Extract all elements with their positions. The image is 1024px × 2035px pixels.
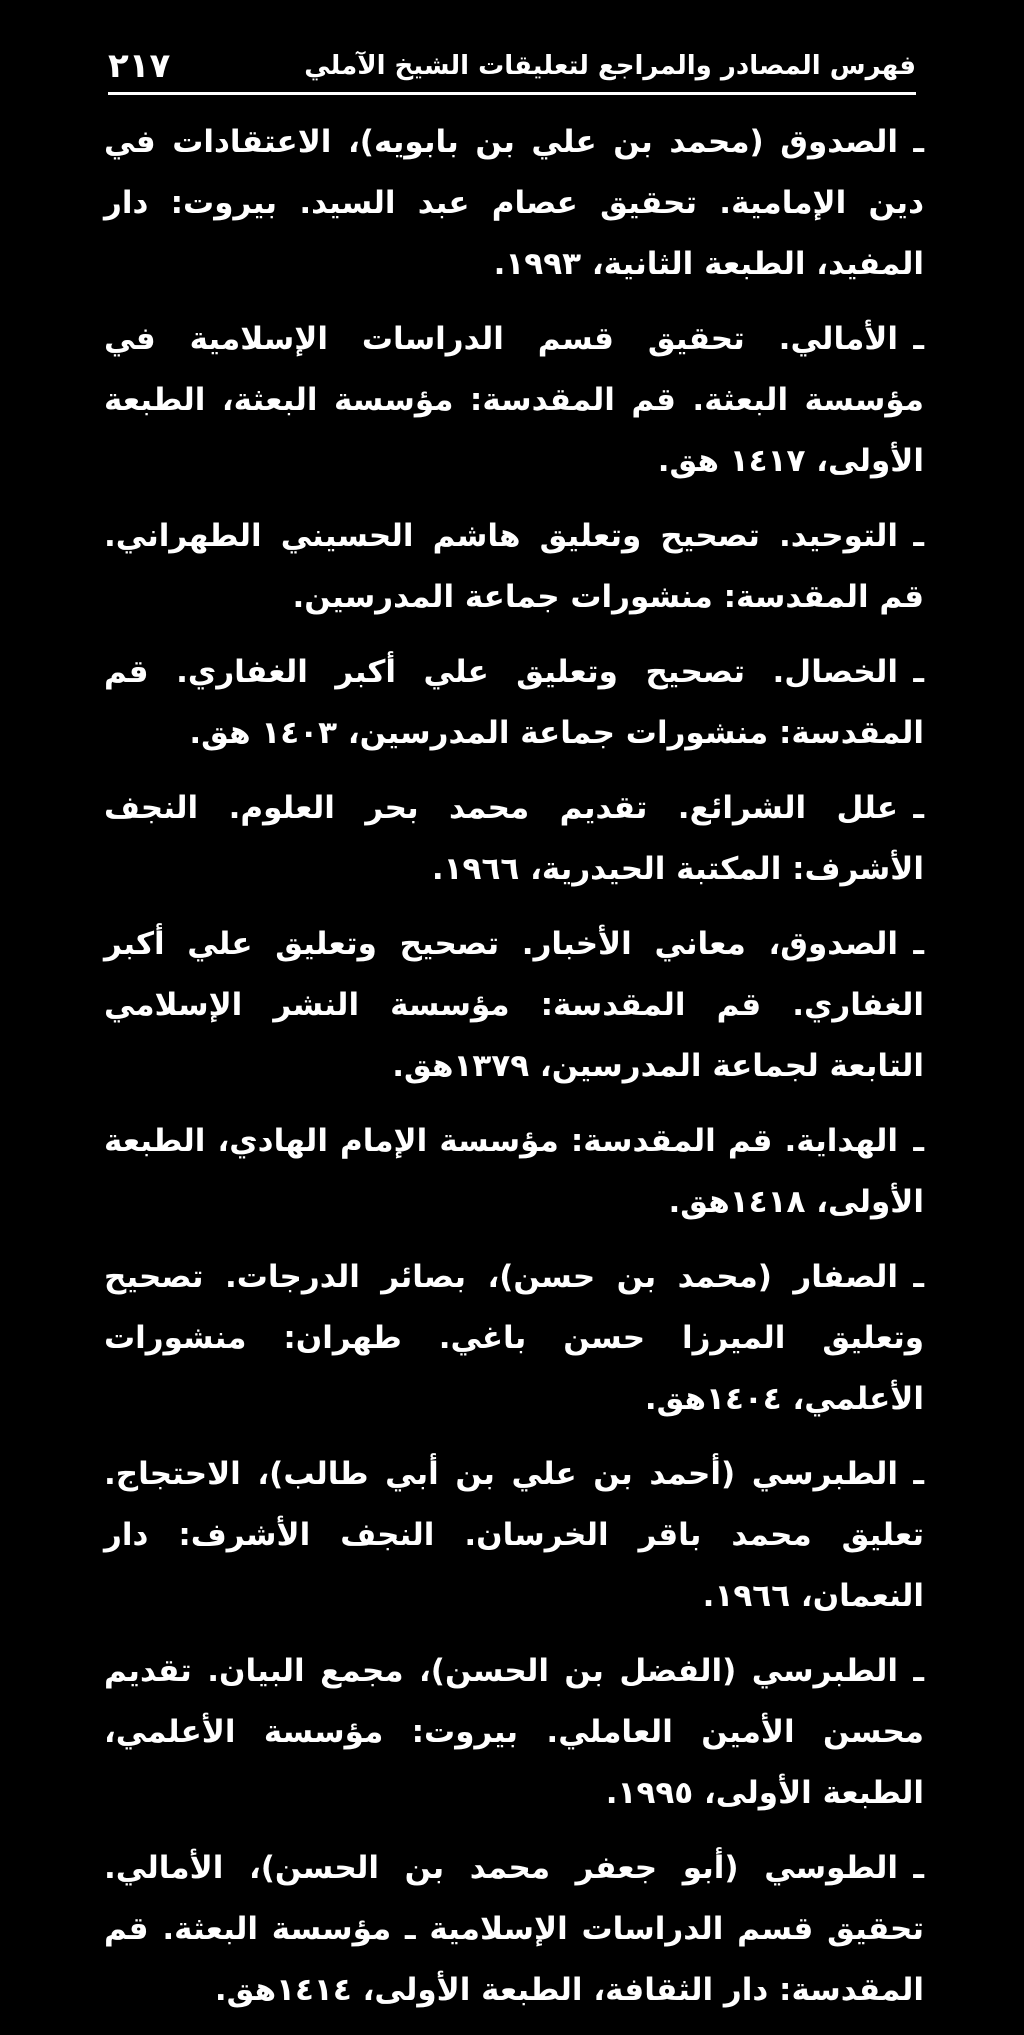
reference-entry: [104, 112, 924, 295]
reference-entry: [104, 778, 924, 900]
reference-text: الأمالي. تحقيق قسم الدراسات الإسلامية في مؤسسة البعثة. قم المقدسة: مؤسسة البعثة، الطبعة الأولى، ١٤١٧ هق.: [104, 321, 924, 479]
reference-text: الطبرسي (الفضل بن الحسن)، مجمع البيان. تقديم محسن الأمين العاملي. بيروت: مؤسسة الأعلمي، الطبعة الأولى، ١٩٩٥.: [104, 1653, 924, 1811]
reference-text: علل الشرائع. تقديم محمد بحر العلوم. النجف الأشرف: المكتبة الحيدرية، ١٩٦٦.: [104, 790, 924, 887]
reference-text: الطوسي (أبو جعفر محمد بن الحسن)، الأمالي. تحقيق قسم الدراسات الإسلامية ـ مؤسسة البعثة. قم المقدسة: دار الثقافة، الطبعة الأولى، ١٤١٤هق.: [104, 1850, 924, 2008]
list-dash: ـ: [913, 518, 924, 554]
list-dash: ـ: [913, 926, 924, 962]
list-dash: ـ: [913, 790, 924, 826]
reference-text: التوحيد. تصحيح وتعليق هاشم الحسيني الطهراني. قم المقدسة: منشورات جماعة المدرسين.: [104, 518, 924, 615]
reference-list: [104, 112, 924, 2035]
list-dash: ـ: [913, 1259, 924, 1295]
reference-entry: [104, 1111, 924, 1233]
list-dash: ـ: [913, 1123, 924, 1159]
reference-entry: [104, 506, 924, 628]
list-dash: ـ: [913, 1653, 924, 1689]
reference-entry: [104, 1641, 924, 1824]
reference-entry: [104, 1247, 924, 1430]
reference-entry: [104, 1444, 924, 1627]
list-dash: ـ: [913, 321, 924, 357]
reference-text: الصفار (محمد بن حسن)، بصائر الدرجات. تصحيح وتعليق الميرزا حسن باغي. طهران: منشورات الأعلمي، ١٤٠٤هق.: [104, 1259, 924, 1417]
page-header: [108, 40, 916, 95]
reference-text: الصدوق (محمد بن علي بن بابويه)، الاعتقادات في دين الإمامية. تحقيق عصام عبد السيد. بيروت: دار المفيد، الطبعة الثانية، ١٩٩٣.: [104, 124, 924, 282]
reference-entry: [104, 642, 924, 764]
list-dash: ـ: [913, 1850, 924, 1886]
list-dash: ـ: [913, 124, 924, 160]
reference-text: الصدوق، معاني الأخبار. تصحيح وتعليق علي أكبر الغفاري. قم المقدسة: مؤسسة النشر الإسلامي التابعة لجماعة المدرسين، ١٣٧٩هق.: [104, 926, 924, 1084]
reference-text: الطبرسي (أحمد بن علي بن أبي طالب)، الاحتجاج. تعليق محمد باقر الخرسان. النجف الأشرف: دار النعمان، ١٩٦٦.: [104, 1456, 924, 1614]
page-number: ٢١٧: [108, 46, 171, 86]
list-dash: ـ: [913, 1456, 924, 1492]
reference-entry: [104, 1838, 924, 2021]
reference-entry: [104, 309, 924, 492]
reference-text: الهداية. قم المقدسة: مؤسسة الإمام الهادي، الطبعة الأولى، ١٤١٨هق.: [104, 1123, 924, 1220]
reference-text: الخصال. تصحيح وتعليق علي أكبر الغفاري. قم المقدسة: منشورات جماعة المدرسين، ١٤٠٣ هق.: [104, 654, 924, 751]
list-dash: ـ: [913, 654, 924, 690]
reference-entry: [104, 914, 924, 1097]
running-title: فهرس المصادر والمراجع لتعليقات الشيخ الآملي: [304, 51, 916, 81]
